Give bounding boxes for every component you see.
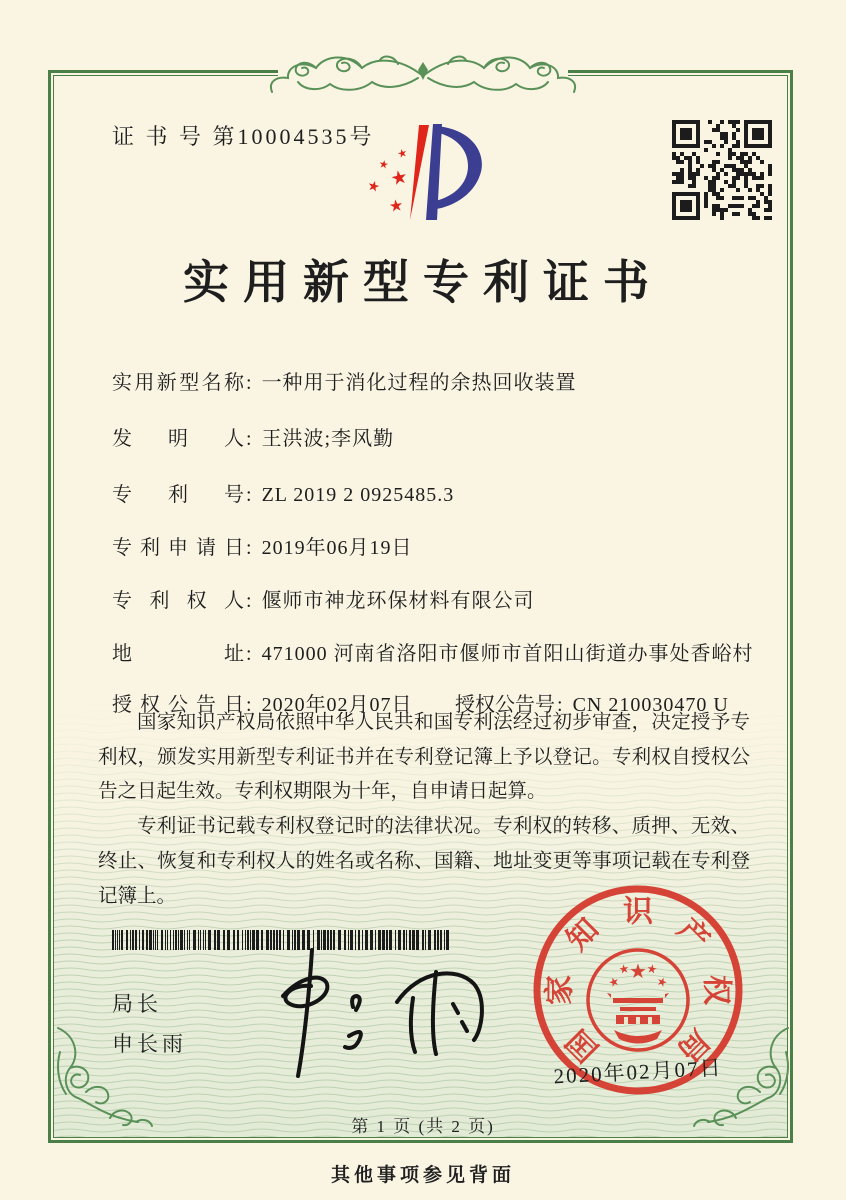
- svg-text:国: 国: [560, 1022, 606, 1068]
- svg-text:★: ★: [388, 166, 410, 191]
- field-colon: :: [246, 537, 252, 559]
- field-label: 实用新型名称: [112, 372, 244, 394]
- certificate-title: 实用新型专利证书: [183, 257, 663, 308]
- qr-code: [672, 120, 772, 220]
- field-label: 授权公告日: [112, 694, 244, 716]
- svg-text:★: ★: [617, 961, 631, 977]
- svg-text:家: 家: [543, 975, 577, 1005]
- field-label: 专利申请日: [112, 537, 244, 559]
- field-colon: :: [557, 694, 563, 716]
- field-label: 发明人: [112, 428, 244, 450]
- top-flourish-ornament: [258, 40, 588, 106]
- field-value: 王洪波;李风勤: [261, 428, 395, 450]
- handwritten-signature: [225, 940, 495, 1080]
- field-value: CN 210030470 U: [572, 694, 729, 716]
- seal-date: 2020年02月07日: [553, 1055, 724, 1089]
- field-value: 2019年06月19日: [261, 537, 413, 559]
- field-row-patentee: [112, 584, 535, 613]
- svg-text:局: 局: [670, 1022, 716, 1068]
- field-row-inventor: [112, 422, 394, 451]
- field-value: ZL 2019 2 0925485.3: [261, 484, 455, 506]
- svg-text:★: ★: [387, 197, 405, 216]
- cnipa-logo-icon: [333, 108, 513, 243]
- svg-text:★: ★: [654, 973, 670, 991]
- svg-text:★: ★: [606, 973, 622, 991]
- field-colon: :: [246, 694, 252, 716]
- field-value: 2020年02月07日: [261, 694, 413, 716]
- svg-text:识: 识: [623, 895, 653, 929]
- svg-text:产: 产: [670, 912, 716, 958]
- field-value: 偃师市神龙环保材料有限公司: [261, 590, 535, 612]
- field-row-utility-model-name: [112, 366, 577, 395]
- legal-paragraph-1: 国家知识产权局依照中华人民共和国专利法经过初步审查，决定授予专利权，颁发实用新型专利证书并在专利登记簿上予以登记。专利权自授权公告之日起生效。专利权期限为十年，自申请日起算。: [98, 712, 750, 803]
- field-value: 一种用于消化过程的余热回收装置: [261, 372, 577, 394]
- certificate-number: 证 书 号 第10004535号: [112, 124, 375, 149]
- director-name: 申长雨: [112, 1032, 187, 1056]
- legal-paragraph-2: 专利证书记载专利权登记时的法律状况。专利权的转移、质押、无效、终止、恢复和专利权人的姓名或名称、国籍、地址变更等事项记载在专利登记簿上。: [98, 816, 750, 907]
- field-label: 专利权人: [112, 590, 244, 612]
- field-colon: :: [246, 372, 252, 394]
- svg-text:★: ★: [645, 961, 659, 977]
- field-label: 专利号: [112, 484, 244, 506]
- back-side-note: 其他事项参见背面: [330, 1165, 515, 1186]
- field-value: 471000 河南省洛阳市偃师市首阳山街道办事处香峪村: [261, 643, 754, 665]
- field-row-address: [112, 637, 754, 666]
- field-label: 授权公告号: [455, 694, 555, 716]
- field-colon: :: [246, 643, 252, 665]
- field-colon: :: [246, 590, 252, 612]
- svg-text:★: ★: [365, 178, 382, 197]
- svg-text:★: ★: [396, 146, 409, 162]
- field-label: 地址: [112, 643, 244, 665]
- svg-text:★: ★: [629, 961, 647, 983]
- page-number: 第 1 页 (共 2 页): [351, 1117, 495, 1136]
- field-colon: :: [246, 428, 252, 450]
- svg-text:权: 权: [699, 975, 733, 1005]
- director-title: 局长: [112, 992, 162, 1016]
- svg-text:★: ★: [377, 158, 390, 172]
- svg-text:知: 知: [560, 912, 606, 958]
- field-row-patent-number: [112, 478, 454, 507]
- field-colon: :: [246, 484, 252, 506]
- field-row-filing-date: [112, 531, 413, 560]
